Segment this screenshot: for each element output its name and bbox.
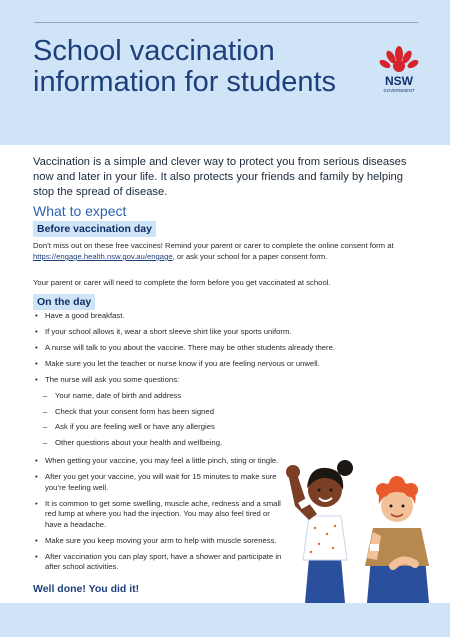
subheading-on-the-day: On the day bbox=[33, 294, 95, 310]
list-item: • If your school allows it, wear a short sleeve shirt like your sports uniform. bbox=[33, 327, 423, 338]
list-item: • Make sure you keep moving your arm to help with muscle soreness. bbox=[33, 536, 285, 547]
list-item: • The nurse will ask you some questions: bbox=[33, 375, 423, 386]
list-item: • After vaccination you can play sport, have a shower and participate in after school activities. bbox=[33, 552, 285, 573]
students-illustration bbox=[275, 448, 440, 603]
well-done-text: Well done! You did it! bbox=[33, 583, 140, 595]
page-title: School vaccination information for students bbox=[33, 35, 337, 98]
list-item: • A nurse will talk to you about the vaccine. There may be other students already there. bbox=[33, 343, 423, 354]
header-rule bbox=[34, 22, 418, 23]
header bbox=[0, 0, 450, 145]
section-heading-what-to-expect: What to expect bbox=[33, 203, 127, 219]
sub-list-item: – Check that your consent form has been signed bbox=[33, 407, 423, 418]
logo-text: NSW bbox=[385, 74, 413, 88]
main-content bbox=[0, 145, 450, 603]
list-item: • Have a good breakfast. bbox=[33, 311, 423, 322]
list-item: • Make sure you let the teacher or nurse know if you are feeling nervous or unwell. bbox=[33, 359, 423, 370]
intro-paragraph: Vaccination is a simple and clever way to protect you from serious diseases now and later in your life. It also protects your friends and family by helping stop the spread of disease. bbox=[33, 156, 407, 198]
footer-band bbox=[0, 603, 450, 637]
list-item: • When getting your vaccine, you may feel a little pinch, sting or tingle. bbox=[33, 456, 285, 467]
logo-subtext: GOVERNMENT bbox=[383, 88, 415, 93]
list-item: • It is common to get some swelling, muscle ache, redness and a small red lump at where you had the injection. You may also feel tired or have a headache. bbox=[33, 499, 285, 531]
sub-list-item: – Other questions about your health and wellbeing. bbox=[33, 438, 423, 449]
consent-form-link[interactable]: https://engage.health.nsw.gov.au/engage bbox=[33, 252, 173, 261]
before-p1-text-end: , or ask your school for a paper consent form. bbox=[172, 252, 328, 261]
list-item: • After you get your vaccine, you will wait for 15 minutes to make sure you’re feeling well. bbox=[33, 472, 285, 493]
sub-list-item: – Your name, date of birth and address bbox=[33, 391, 423, 402]
before-paragraph-2: Your parent or carer will need to complete the form before you get vaccinated at school. bbox=[33, 278, 331, 287]
before-paragraph-1 bbox=[33, 240, 423, 262]
before-p1-text: Don’t miss out on these free vaccines! Remind your parent or carer to complete the online consent form at bbox=[33, 241, 394, 250]
sub-list-item: – Ask if you are feeling well or have any allergies bbox=[33, 422, 423, 433]
subheading-before-vaccination-day: Before vaccination day bbox=[33, 221, 156, 237]
